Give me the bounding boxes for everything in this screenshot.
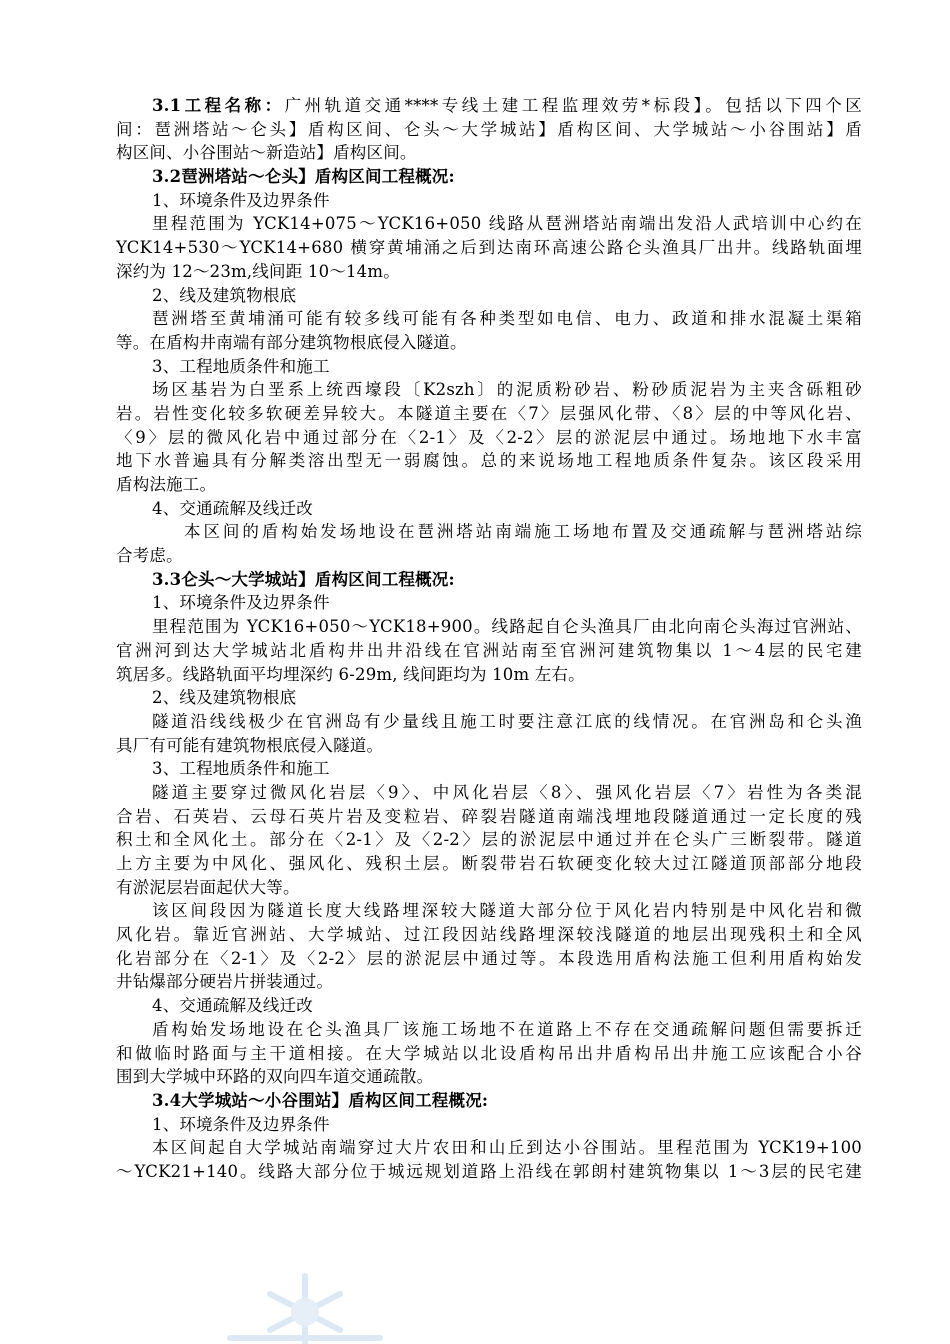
line-text: 化岩部分在〈2-1〉及〈2-2〉层的淤泥层中通过等。本段选用盾构法施工但利用盾构始发 bbox=[116, 948, 862, 968]
line-text: 和做临时路面与主干道相接。在大学城站以北设盾构吊出井盾构吊出井施工应该配合小谷 bbox=[116, 1043, 862, 1063]
text-line bbox=[116, 923, 862, 947]
text-line bbox=[116, 757, 862, 781]
text-line bbox=[116, 497, 862, 521]
line-text: YCK14+530～YCK14+680 横穿黄埔涌之后到达南环高速公路仑头渔具厂出井。线路轨面埋 bbox=[116, 238, 862, 258]
text-line bbox=[116, 994, 862, 1018]
line-text: 该区间段因为隧道长度大线路埋深较大隧道大部分位于风化岩内特别是中风化岩和微 bbox=[152, 901, 862, 921]
line-text: 岩。岩性变化较多软硬差异较大。本隧道主要在〈7〉层强风化带、〈8〉层的中等风化岩、 bbox=[116, 403, 862, 423]
text-line bbox=[116, 805, 862, 829]
text-line bbox=[116, 568, 862, 592]
text-line bbox=[116, 189, 862, 213]
text-line bbox=[116, 449, 862, 473]
line-text: 有淤泥层岩面起伏大等。 bbox=[116, 877, 300, 897]
line-text: 4、交通疏解及线迁改 bbox=[152, 996, 313, 1016]
text-line bbox=[116, 378, 862, 402]
line-text: 积土和全风化土。部分在〈2-1〉及〈2-2〉层的淤泥层中通过并在仑头广三断裂带。隧道 bbox=[116, 830, 862, 850]
line-text: 〈9〉层的微风化岩中通过部分在〈2-1〉及〈2-2〉层的淤泥层中通过。场地地下水丰富 bbox=[116, 427, 862, 447]
line-text: 上方主要为中风化、强风化、残积土层。断裂带岩石软硬变化较大过江隧道顶部部分地段 bbox=[116, 854, 862, 873]
text-line bbox=[116, 165, 862, 189]
text-line bbox=[116, 355, 862, 379]
text-line bbox=[116, 947, 862, 971]
text-line bbox=[116, 331, 862, 355]
line-text: 1、环境条件及边界条件 bbox=[152, 190, 330, 210]
line-text: 风化岩。靠近官洲站、大学城站、过江段因站线路埋深较浅隧道的地层出现残积土和全风 bbox=[116, 925, 862, 945]
line-text: 构区间、小谷围站～新造站】盾构区间。 bbox=[116, 143, 417, 163]
text-line bbox=[116, 1113, 862, 1137]
line-text: 盾构始发场地设在仑头渔具厂该施工场地不在道路上不存在交通疏解问题但需要拆迁 bbox=[152, 1019, 862, 1039]
text-line bbox=[116, 544, 862, 568]
text-line bbox=[116, 426, 862, 450]
text-line bbox=[116, 663, 862, 687]
text-line bbox=[116, 1065, 862, 1089]
line-text: 围到大学城中环路的双向四车道交通疏散。 bbox=[116, 1067, 434, 1087]
text-line bbox=[116, 1042, 862, 1066]
line-text: 3、工程地质条件和施工 bbox=[152, 759, 330, 779]
document-body bbox=[116, 94, 862, 1184]
line-text: 具厂有可能有建筑物根底侵入隧道。 bbox=[116, 735, 384, 755]
text-line bbox=[116, 591, 862, 615]
line-text: 4、交通疏解及线迁改 bbox=[152, 498, 313, 518]
text-line bbox=[116, 141, 862, 165]
line-text: 1、环境条件及边界条件 bbox=[152, 1114, 330, 1134]
text-line bbox=[116, 852, 862, 876]
text-line bbox=[116, 260, 862, 284]
line-text: 等。在盾构井南端有部分建筑物根底侵入隧道。 bbox=[116, 332, 467, 352]
line-text: 间：琶洲塔站～仑头】盾构区间、仑头～大学城站】盾构区间、大学城站～小谷围站】盾 bbox=[116, 119, 862, 139]
text-line bbox=[116, 1160, 862, 1184]
text-line bbox=[116, 781, 862, 805]
text-line bbox=[116, 520, 862, 544]
line-text: ～YCK21+140。线路大部分位于城远规划道路上沿线在郭朗村建筑物集以 1～3层的民宅建 bbox=[116, 1161, 862, 1181]
text-line bbox=[116, 734, 862, 758]
line-text: 隧道主要穿过微风化岩层〈9〉、中风化岩层〈8〉、强风化岩层〈7〉岩性为各类混 bbox=[152, 782, 862, 802]
section-heading: 3.2琶洲塔站～仑头】盾构区间工程概况: bbox=[152, 167, 455, 187]
line-text: 广州轨道交通****专线土建工程监理效劳*标段】。包括以下四个区 bbox=[284, 96, 862, 115]
line-text: 深约为 12～23m,线间距 10～14m。 bbox=[116, 261, 400, 281]
line-text: 地下水普遍具有分解类溶出型无一弱腐蚀。总的来说场地工程地质条件复杂。该区段采用 bbox=[116, 451, 862, 471]
section-heading: 3.3仑头～大学城站】盾构区间工程概况: bbox=[152, 569, 455, 589]
text-line bbox=[116, 828, 862, 852]
snowflake-watermark-icon bbox=[210, 1268, 400, 1344]
text-line bbox=[116, 212, 862, 236]
line-text: 里程范围为 YCK16+050～YCK18+900。线路起自仑头渔具厂由北向南仑头海过官洲站、 bbox=[152, 617, 862, 637]
line-text: 1、环境条件及边界条件 bbox=[152, 593, 330, 613]
text-line bbox=[116, 899, 862, 923]
line-text: 琶洲塔至黄埔涌可能有较多线可能有各种类型如电信、电力、政道和排水混凝土渠箱 bbox=[152, 309, 862, 329]
line-text: 2、线及建筑物根底 bbox=[152, 285, 297, 305]
line-text: 合考虑。 bbox=[116, 546, 183, 566]
line-text: 筑居多。线路轨面平均埋深约 6-29m, 线间距均为 10m 左右。 bbox=[116, 664, 585, 684]
text-line bbox=[116, 284, 862, 308]
line-text: 3、工程地质条件和施工 bbox=[152, 356, 330, 376]
line-text: 本区间的盾构始发场地设在琶洲塔站南端施工场地布置及交通疏解与琶洲塔站综 bbox=[184, 522, 862, 542]
line-text: 2、线及建筑物根底 bbox=[152, 688, 297, 708]
text-line bbox=[116, 1018, 862, 1042]
text-line bbox=[116, 236, 862, 260]
text-line bbox=[116, 94, 862, 118]
line-text: 合岩、石英岩、云母石英片岩及变粒岩、碎裂岩隧道南端浅埋地段隧道通过一定长度的残 bbox=[116, 806, 862, 826]
line-text: 盾构法施工。 bbox=[116, 475, 217, 494]
text-line bbox=[116, 970, 862, 994]
text-line bbox=[116, 473, 862, 497]
text-line bbox=[116, 118, 862, 142]
line-text: 里程范围为 YCK14+075～YCK16+050 线路从琶洲塔站南端出发沿人武培训中心约在 bbox=[152, 214, 862, 234]
section-heading: 3.1工程名称： bbox=[152, 96, 285, 115]
line-text: 场区基岩为白垩系上统西壕段〔K2szh〕的泥质粉砂岩、粉砂质泥岩为主夹含砾粗砂 bbox=[152, 380, 862, 400]
line-text: 本区间起自大学城站南端穿过大片农田和山丘到达小谷围站。里程范围为 YCK19+100 bbox=[152, 1138, 862, 1158]
text-line bbox=[116, 1136, 862, 1160]
text-line bbox=[116, 615, 862, 639]
section-heading: 3.4大学城站～小谷围站】盾构区间工程概况: bbox=[152, 1090, 489, 1110]
text-line bbox=[116, 876, 862, 900]
text-line bbox=[116, 639, 862, 663]
line-text: 隧道沿线线极少在官洲岛有少量线且施工时要注意江底的线情况。在官洲岛和仑头渔 bbox=[152, 711, 862, 731]
text-line bbox=[116, 1089, 862, 1113]
line-text: 官洲河到达大学城站北盾构井出井沿线在官洲站南至官洲河建筑物集以 1～4层的民宅建 bbox=[116, 640, 862, 660]
text-line bbox=[116, 686, 862, 710]
text-line bbox=[116, 402, 862, 426]
text-line bbox=[116, 307, 862, 331]
line-text: 井钻爆部分硬岩片拼装通过。 bbox=[116, 972, 334, 992]
text-line bbox=[116, 710, 862, 734]
